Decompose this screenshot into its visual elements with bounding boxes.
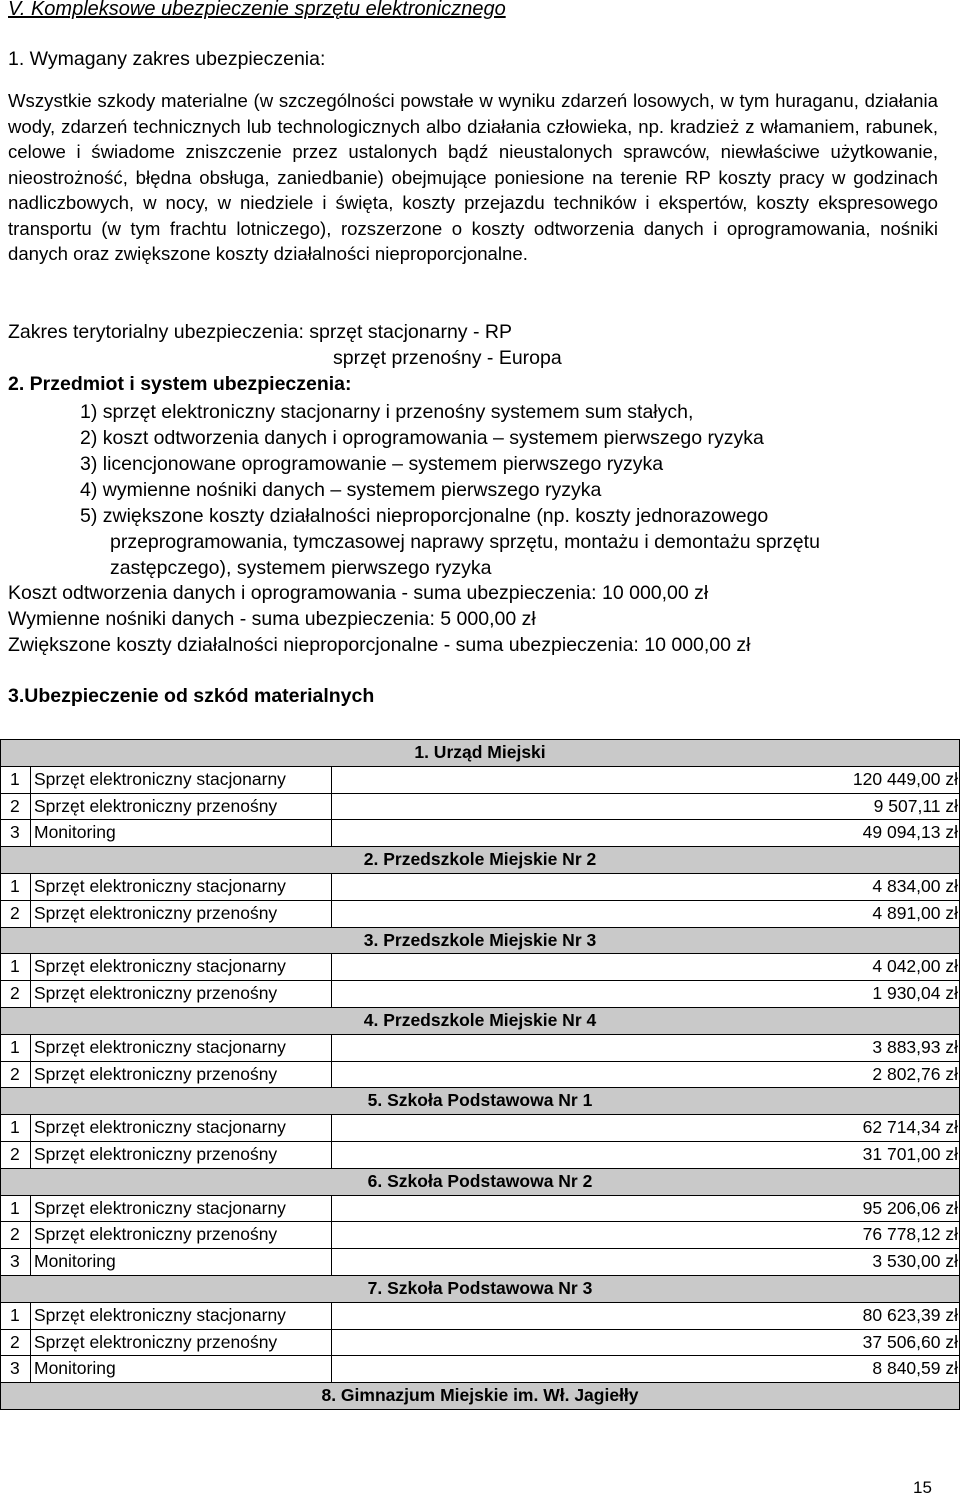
row-amount: 62 714,34 zł [862, 1117, 958, 1138]
row-description: Sprzęt elektroniczny przenośny [34, 1063, 278, 1084]
row-description: Sprzęt elektroniczny stacjonarny [34, 1117, 286, 1138]
section-1-title: 1. Wymagany zakres ubezpieczenia: [8, 48, 326, 70]
row-description: Sprzęt elektroniczny przenośny [34, 1144, 278, 1164]
row-number: 2 [10, 983, 20, 1004]
row-amount: 8 840,59 zł [872, 1358, 958, 1379]
row-description: Sprzęt elektroniczny stacjonarny [34, 1036, 286, 1057]
cell-divider [331, 1141, 332, 1168]
cell-divider [331, 953, 332, 980]
cell-divider [331, 1248, 332, 1275]
list-item: 5) zwiększone koszty działalności nieproporcjonalne (np. koszty jednorazowego [80, 505, 769, 527]
group-title: 5. Szkoła Podstawowa Nr 1 [367, 1090, 593, 1111]
row-description: Sprzęt elektroniczny przenośny [34, 983, 278, 1004]
page-number: 15 [913, 1478, 932, 1497]
cell-divider [30, 1114, 31, 1141]
row-number: 2 [10, 1331, 20, 1352]
insurance-table [0, 739, 960, 1413]
row-amount: 4 891,00 zł [872, 902, 958, 923]
row-border [0, 1248, 960, 1249]
group-title: 2. Przedszkole Miejskie Nr 2 [363, 849, 597, 870]
section-3-title: 3.Ubezpieczenie od szkód materialnych [8, 685, 375, 707]
cell-divider [331, 1034, 332, 1061]
cell-divider [30, 766, 31, 793]
row-border [0, 819, 960, 820]
row-border [0, 739, 960, 740]
row-description: Sprzęt elektroniczny stacjonarny [34, 1304, 286, 1325]
row-amount: 3 530,00 zł [872, 1251, 958, 1272]
cell-divider [331, 1329, 332, 1356]
row-amount: 49 094,13 zł [862, 822, 958, 843]
cell-divider [30, 793, 31, 820]
list-item: 1) sprzęt elektroniczny stacjonarny i przenośny systemem sum stałych, [80, 401, 694, 423]
list-item: 2) koszt odtworzenia danych i oprogramowania – systemem pierwszego ryzyka [80, 427, 764, 449]
row-description: Sprzęt elektroniczny przenośny [34, 902, 278, 923]
cell-divider [30, 873, 31, 900]
row-border [0, 1275, 960, 1276]
row-description: Sprzęt elektroniczny stacjonarny [34, 956, 286, 977]
cell-divider [30, 953, 31, 980]
row-amount: 2 802,76 zł [872, 1063, 958, 1084]
cell-divider [30, 1221, 31, 1248]
row-number: 3 [10, 1251, 20, 1272]
cell-divider [331, 819, 332, 846]
group-title: 8. Gimnazjum Miejskie im. Wł. Jagiełły [321, 1385, 639, 1406]
section-1-paragraph: Wszystkie szkody materialne (w szczególności powstałe w wyniku zdarzeń losowych, w tym huraganu, działania wody, zdarzeń technicznych lub technologicznych albo działania człowieka, np. kradzież z włamaniem, rabunek, celowe i świadome zniszczenie przez ustalonych bądź nieustalonych sprawców, niewłaściwe użytkowanie, nieostrożność, błędna obsługa, zaniedbanie) obejmujące poniesione na terenie RP koszty pracy w godzinach nadliczbowych, w nocy, w niedziele i święta, koszty przejazdu techników i ekspertów, koszty ekspresowego transportu (w tym frachtu lotniczego), rozszerzone o koszty odtworzenia danych i oprogramowania, nośniki danych oraz zwiększone koszty działalności nieproporcjonalne. [8, 90, 938, 264]
list-item: 3) licencjonowane oprogramowanie – systemem pierwszego ryzyka [80, 453, 664, 475]
row-border [0, 1087, 960, 1088]
row-amount: 31 701,00 zł [862, 1144, 958, 1164]
cell-divider [30, 1061, 31, 1088]
cell-divider [30, 1302, 31, 1329]
cell-divider [30, 1195, 31, 1222]
cell-divider [30, 900, 31, 927]
chapter-heading: V. Kompleksowe ubezpieczenie sprzętu elektronicznego [8, 0, 506, 20]
cell-divider [30, 819, 31, 846]
cell-divider [331, 980, 332, 1007]
row-number: 2 [10, 795, 20, 816]
row-number: 2 [10, 1063, 20, 1084]
row-description: Sprzęt elektroniczny stacjonarny [34, 876, 286, 896]
row-number: 1 [10, 768, 20, 789]
row-description: Sprzęt elektroniczny przenośny [34, 1331, 278, 1352]
row-number: 2 [10, 1144, 20, 1164]
section-2-title [8, 371, 352, 397]
cell-divider [331, 1302, 332, 1329]
row-amount: 80 623,39 zł [862, 1304, 958, 1325]
cell-divider [30, 1141, 31, 1168]
list-item-continuation: zastępczego), systemem pierwszego ryzyka [110, 557, 492, 579]
row-border [0, 1007, 960, 1008]
list-item: 4) wymienne nośniki danych – systemem pierwszego ryzyka [80, 479, 602, 501]
cell-divider [331, 1355, 332, 1382]
cell-divider [30, 1034, 31, 1061]
cell-divider [331, 793, 332, 820]
row-border [0, 1382, 960, 1383]
row-number: 3 [10, 1358, 20, 1379]
cell-divider [30, 980, 31, 1007]
row-number: 1 [10, 876, 20, 896]
cell-divider [331, 873, 332, 900]
row-description: Monitoring [34, 1358, 116, 1379]
row-number: 1 [10, 1117, 20, 1138]
row-border [0, 1355, 960, 1356]
section-2-title-text: 2. Przedmiot i system ubezpieczenia: [8, 373, 352, 395]
cell-divider [331, 1195, 332, 1222]
cell-divider [331, 900, 332, 927]
list-item-continuation: przeprogramowania, tymczasowej naprawy sprzętu, montażu i demontażu sprzętu [110, 531, 820, 553]
row-amount: 4 834,00 zł [872, 876, 958, 896]
row-amount: 120 449,00 zł [852, 768, 958, 789]
row-number: 2 [10, 1224, 20, 1245]
row-number: 1 [10, 1304, 20, 1325]
row-border [0, 927, 960, 928]
territory-line-1: Zakres terytorialny ubezpieczenia: sprzęt stacjonarny - RP [8, 321, 512, 343]
group-title: 4. Przedszkole Miejskie Nr 4 [363, 1010, 597, 1030]
row-number: 1 [10, 956, 20, 977]
territory-line-2: sprzęt przenośny - Europa [333, 347, 562, 369]
row-amount: 3 883,93 zł [872, 1036, 958, 1057]
row-number: 3 [10, 822, 20, 843]
row-description: Monitoring [34, 822, 116, 843]
row-border [0, 1168, 960, 1169]
cell-divider [331, 1221, 332, 1248]
row-amount: 4 042,00 zł [872, 956, 958, 977]
sum-line: Koszt odtworzenia danych i oprogramowania - suma ubezpieczenia: 10 000,00 zł [8, 582, 709, 604]
group-title: 6. Szkoła Podstawowa Nr 2 [367, 1170, 593, 1191]
row-description: Sprzęt elektroniczny przenośny [34, 795, 278, 816]
row-amount: 95 206,06 zł [862, 1197, 958, 1218]
row-amount: 37 506,60 zł [862, 1331, 958, 1352]
cell-divider [30, 1355, 31, 1382]
cell-divider [331, 1114, 332, 1141]
row-description: Monitoring [34, 1251, 116, 1272]
sum-line: Wymienne nośniki danych - suma ubezpieczenia: 5 000,00 zł [8, 608, 536, 630]
row-amount: 76 778,12 zł [862, 1224, 958, 1245]
row-description: Sprzęt elektroniczny stacjonarny [34, 1197, 286, 1218]
row-border [0, 846, 960, 847]
cell-divider [331, 1061, 332, 1088]
group-title: 1. Urząd Miejski [414, 742, 546, 762]
cell-divider [30, 1248, 31, 1275]
row-description: Sprzęt elektroniczny stacjonarny [34, 768, 286, 789]
group-title: 7. Szkoła Podstawowa Nr 3 [367, 1278, 593, 1298]
row-amount: 1 930,04 zł [872, 983, 958, 1004]
sum-line: Zwiększone koszty działalności nieproporcjonalne - suma ubezpieczenia: 10 000,00 zł [8, 634, 751, 656]
row-description: Sprzęt elektroniczny przenośny [34, 1224, 278, 1245]
row-number: 1 [10, 1197, 20, 1218]
row-number: 1 [10, 1036, 20, 1057]
row-number: 2 [10, 902, 20, 923]
table-left-border [0, 739, 1, 1409]
cell-divider [30, 1329, 31, 1356]
row-amount: 9 507,11 zł [873, 795, 958, 816]
row-border [0, 1409, 960, 1410]
group-title: 3. Przedszkole Miejskie Nr 3 [363, 929, 597, 950]
cell-divider [331, 766, 332, 793]
